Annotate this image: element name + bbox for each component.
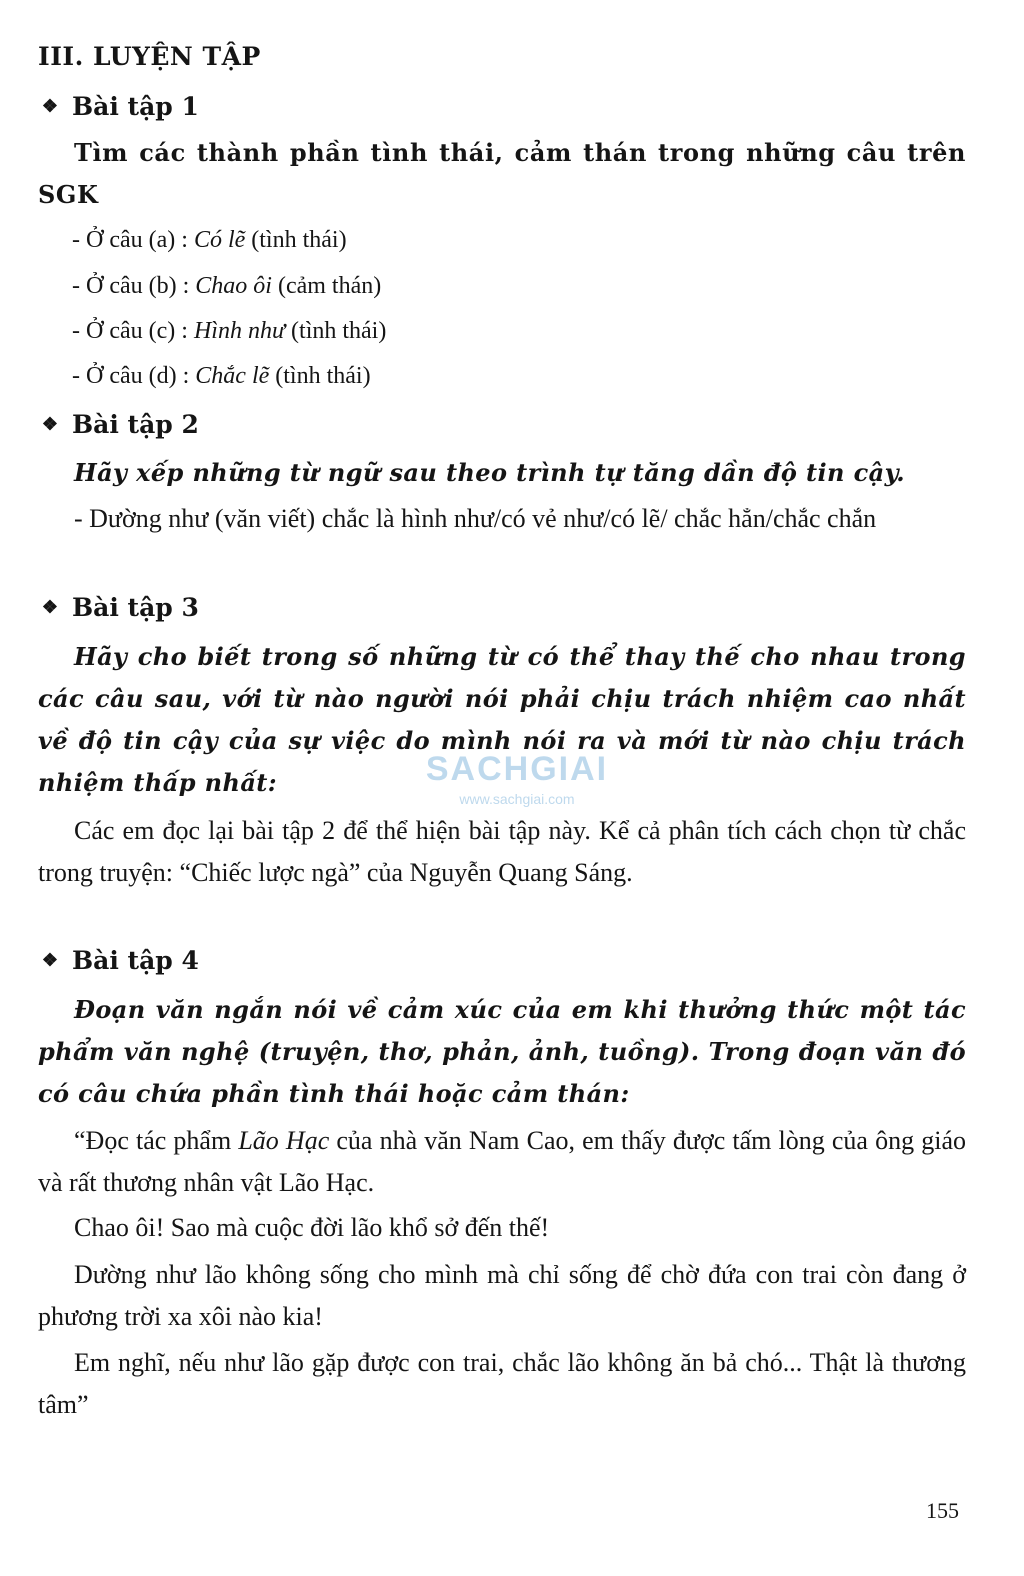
exercise-3-title: Bài tập 3 [72, 593, 199, 622]
exercise-4-paragraph-3: Dường như lão không sống cho mình mà chỉ sống để chờ đứa con trai còn đang ở phương trời xa xôi nào kia! [38, 1260, 966, 1331]
exercise-1-title: Bài tập 1 [72, 92, 199, 121]
exercise-4-paragraph-1: “Đọc tác phẩm Lão Hạc của nhà văn Nam Cao, em thấy được tấm lòng của ông giáo và rất thương nhân vật Lão Hạc. [38, 1126, 967, 1197]
watermark-logo-text: SACHGIAI [425, 750, 609, 788]
exercise-4-title: Bài tập 4 [72, 946, 199, 975]
exercise-1-item-b: - Ở câu (b) : Chao ôi (cảm thán) [72, 273, 382, 299]
exercise-2-heading [38, 410, 966, 439]
diamond-bullet-icon: ❖ [41, 597, 59, 618]
section-title: III. LUYỆN TẬP [38, 42, 261, 71]
exercise-4-paragraph-2: Chao ôi! Sao mà cuộc đời lão khổ sở đến thế! [74, 1213, 550, 1242]
watermark-url: www.sachgiai.com [459, 791, 575, 807]
exercise-2-title: Bài tập 2 [72, 410, 199, 439]
exercise-2-answer: - Dường như (văn viết) chắc là hình như/có vẻ như/có lẽ/ chắc hẳn/chắc chắn [74, 504, 877, 533]
exercise-3-prompt: Hãy cho biết trong số những từ có thể thay thế cho nhau trong các câu sau, với từ nào người nói phải chịu trách nhiệm cao nhất về độ tin cậy của sự việc do mình nói ra và mới từ nào chịu trách nhiệm thấp nhất: [38, 642, 966, 797]
exercise-4-paragraph-4: Em nghĩ, nếu như lão gặp được con trai, chắc lão không ăn bả chó... Thật là thương tâm” [38, 1348, 966, 1419]
exercise-3-heading [38, 593, 966, 622]
page-number: 155 [926, 1498, 959, 1523]
exercise-1-heading [38, 92, 966, 121]
exercise-1-item-a: - Ở câu (a) : Có lẽ (tình thái) [72, 227, 347, 253]
diamond-bullet-icon: ❖ [41, 950, 59, 971]
exercise-4-heading [38, 946, 966, 975]
exercise-4-prompt: Đoạn văn ngắn nói về cảm xúc của em khi thưởng thức một tác phẩm văn nghệ (truyện, thơ, phản, ảnh, tuồng). Trong đoạn văn đó có câu chứa phần tình thái hoặc cảm thán: [38, 995, 966, 1108]
exercise-1-prompt: Tìm các thành phần tình thái, cảm thán trong những câu trên SGK [38, 138, 966, 209]
diamond-bullet-icon: ❖ [41, 414, 59, 435]
exercise-1-item-d: - Ở câu (d) : Chắc lẽ (tình thái) [72, 363, 371, 389]
diamond-bullet-icon: ❖ [41, 96, 59, 117]
exercise-1-item-c: - Ở câu (c) : Hình như (tình thái) [72, 318, 387, 344]
exercise-2-prompt: Hãy xếp những từ ngữ sau theo trình tự tăng dần độ tin cậy. [74, 458, 905, 487]
exercise-3-answer: Các em đọc lại bài tập 2 để thể hiện bài tập này. Kể cả phân tích cách chọn từ chắc trong truyện: “Chiếc lược ngà” của Nguyễn Quang Sáng. [38, 816, 966, 887]
